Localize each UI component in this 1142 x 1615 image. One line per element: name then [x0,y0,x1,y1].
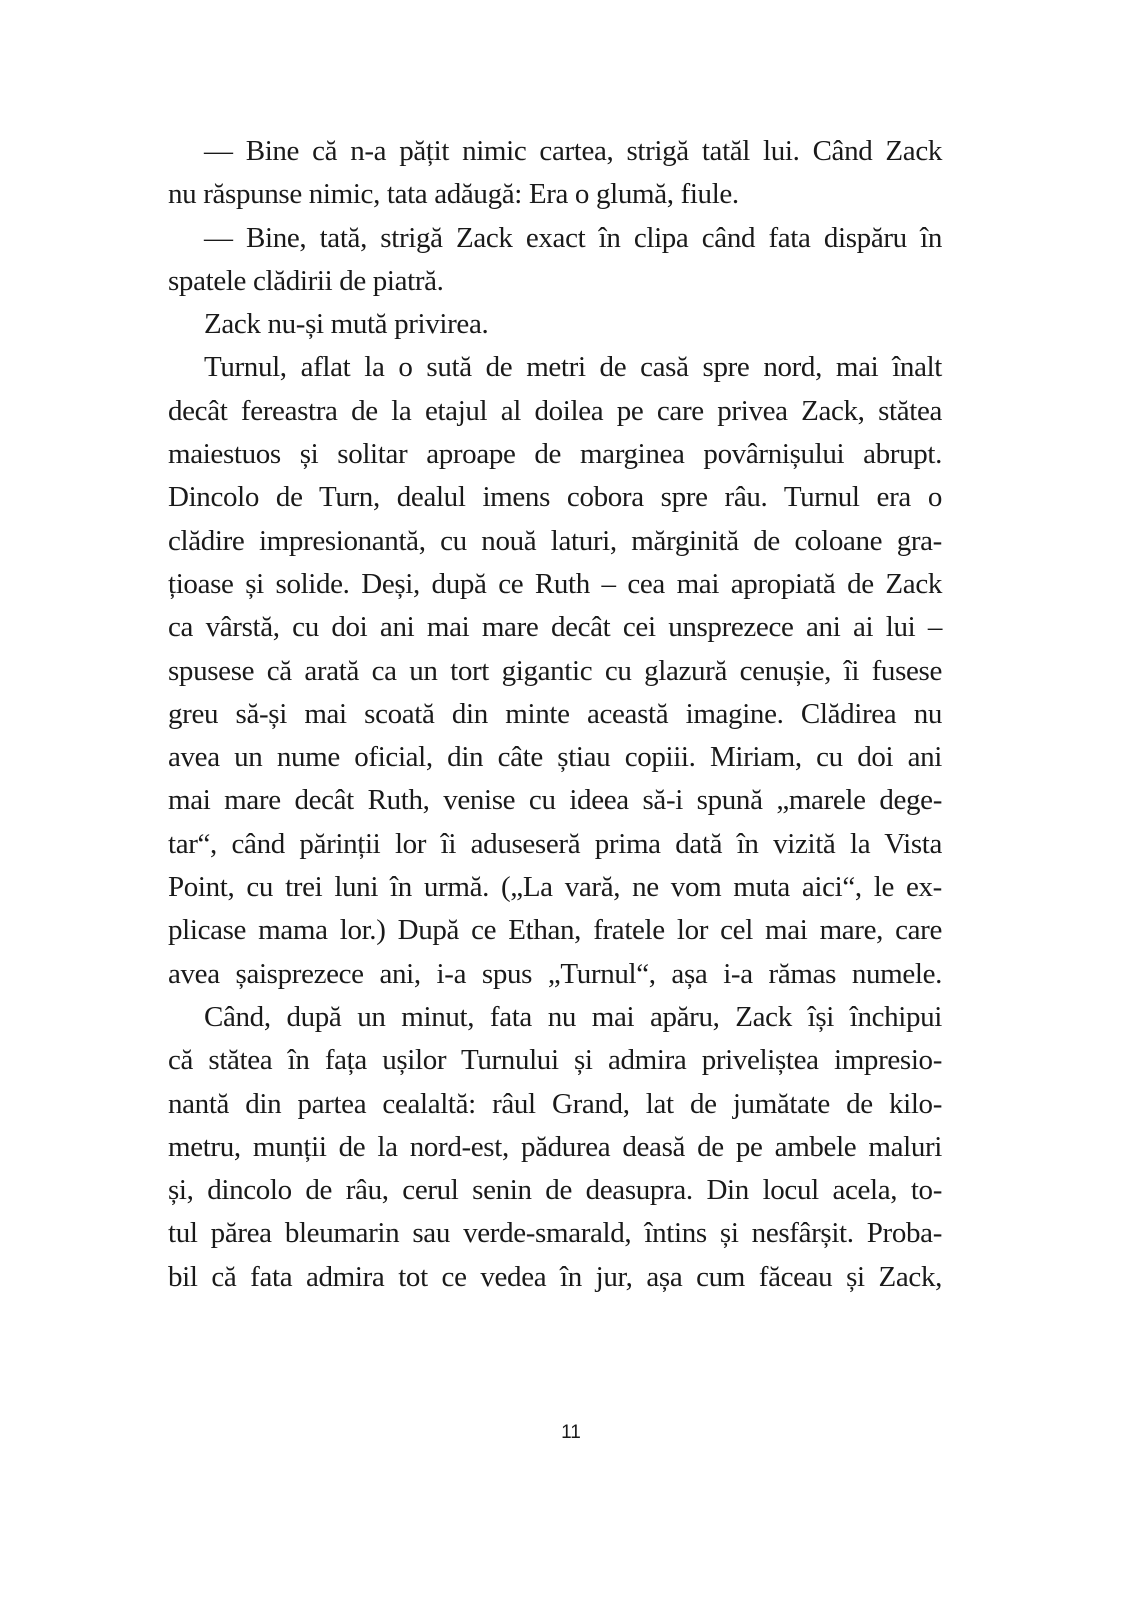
text-line: țioase și solide. Deși, după ce Ruth – cea mai apropiată de Zack [168,567,942,600]
text-line: decât fereastra de la etajul al doilea pe care privea Zack, stătea [168,394,942,427]
text-line: Dincolo de Turn, dealul imens cobora spre râu. Turnul era o [168,481,942,514]
text-line: Zack nu-și mută privirea. [204,308,489,341]
text-line: plicase mama lor.) După ce Ethan, fratele lor cel mai mare, care [168,914,942,947]
text-line: clădire impresionantă, cu nouă laturi, mărginită de coloane gra- [168,524,942,557]
page-number: 11 [561,1422,581,1443]
text-line: tar“, când părinții lor îi aduseseră prima dată în vizită la Vista [168,827,942,860]
text-line: spusese că arată ca un tort gigantic cu glazură cenușie, îi fusese [168,654,942,687]
text-line: metru, munții de la nord-est, pădurea deasă de pe ambele maluri [168,1130,942,1163]
text-line: Turnul, aflat la o sută de metri de casă spre nord, mai înalt [204,351,942,384]
book-page-text [168,130,942,1299]
text-line: mai mare decât Ruth, venise cu ideea să-i spună „marele dege- [168,784,942,817]
text-line: bil că fata admira tot ce vedea în jur, așa cum făceau și Zack, [168,1260,942,1293]
text-line: Point, cu trei luni în urmă. („La vară, ne vom muta aici“, le ex- [168,871,942,904]
text-line: nu răspunse nimic, tata adăugă: Era o glumă, fiule. [168,178,739,211]
text-line: și, dincolo de râu, cerul senin de deasupra. Din locul acela, to- [168,1174,942,1207]
text-line: — Bine că n-a pățit nimic cartea, strigă tatăl lui. Când Zack [204,135,942,167]
text-line: spatele clădirii de piatră. [168,264,444,297]
text-line: ca vârstă, cu doi ani mai mare decât cei unsprezece ani ai lui – [168,611,942,644]
text-line: maiestuos și solitar aproape de marginea povârnișului abrupt. [168,438,942,471]
text-line: — Bine, tată, strigă Zack exact în clipa când fata dispăru în [204,221,942,254]
text-line: avea șaisprezece ani, i-a spus „Turnul“, așa i-a rămas numele. [168,957,942,990]
text-line: greu să-și mai scoată din minte această imagine. Clădirea nu [168,697,942,730]
text-line: că stătea în fața ușilor Turnului și admira priveliștea impresio- [168,1044,942,1077]
text-line: nantă din partea cealaltă: râul Grand, lat de jumătate de kilo- [168,1087,942,1120]
text-line: tul părea bleumarin sau verde-smarald, întins și nesfârșit. Proba- [168,1217,942,1250]
text-line: Când, după un minut, fata nu mai apăru, Zack își închipui [204,1000,942,1033]
text-line: avea un nume oficial, din câte știau copiii. Miriam, cu doi ani [168,741,942,774]
